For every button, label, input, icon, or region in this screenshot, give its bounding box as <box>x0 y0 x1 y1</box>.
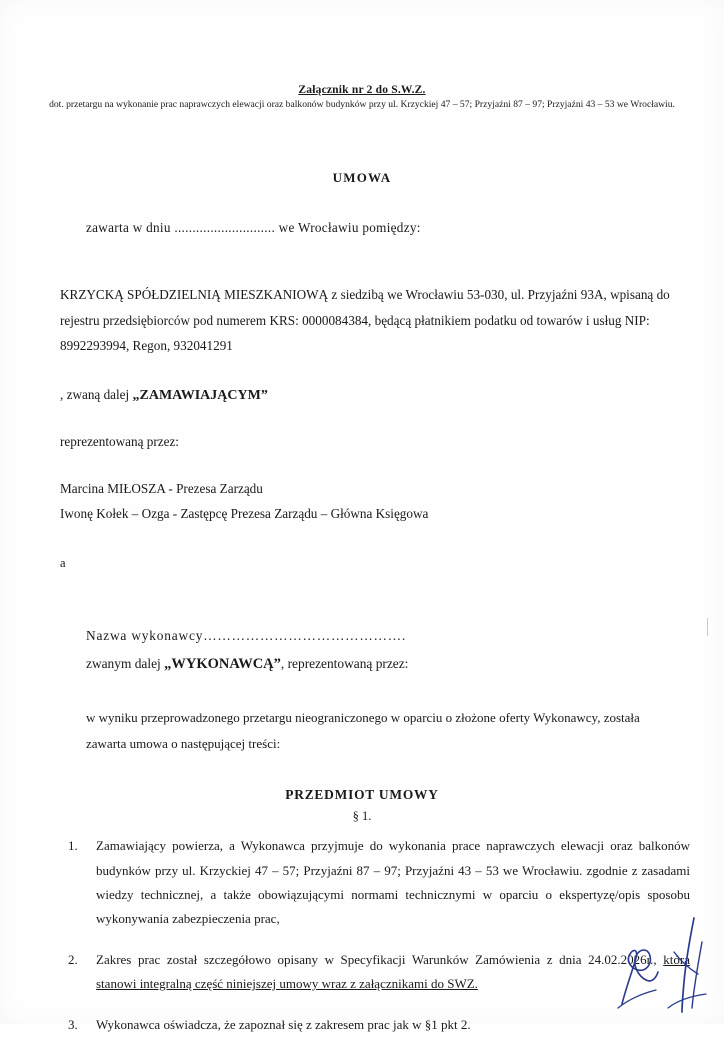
contractor-called-line <box>86 650 724 679</box>
contractor-called-bold: „WYKONAWCĄ” <box>164 656 281 673</box>
contractor-called-prefix: zwanym dalej <box>86 656 165 672</box>
contractor-called-suffix: , reprezentowaną przez: <box>280 656 409 672</box>
list-item-text: Zamawiający powierza, a Wykonawca przyjmuje do wykonania prace naprawczych elewacji oraz balkonów budynków przy ul. Krzyckiej 47 – 57; Przyjaźni 87 – 97; Przyjaźni 43 – 53 we Wrocławiu. zgodnie z zasadami wiedzy technicznej, a także obowiązującymi normami technicznymi w oparciu o ekspertyzę/opis sposobu wykonywania zabezpieczenia prac, <box>96 838 690 927</box>
contract-heading: UMOWA <box>332 169 392 185</box>
clause-list <box>62 834 690 1037</box>
person-row: Marcina MIŁOSZA - Prezesa Zarządu <box>60 481 263 497</box>
list-item-text: Wykonawca oświadcza, że zapoznał się z zakresem prac jak w §1 pkt 2. <box>96 1016 471 1032</box>
list-item-number: 3. <box>68 1016 78 1032</box>
list-item-number: 1. <box>68 838 78 854</box>
attachment-subtitle: dot. przetargu na wykonanie prac naprawczych elewacji oraz balkonów budynków przy ul. Krzyckiej 47 – 57; Przyjaźni 87 – 97; Przyjaźni 43 – 53 we Wrocławiu. <box>49 99 675 110</box>
result-paragraph: w wyniku przeprowadzonego przetargu nieograniczonego w oparciu o złożone oferty Wykonawcy, została zawarta umowa o następującej treści: <box>86 710 640 752</box>
list-item <box>62 948 690 997</box>
subject-heading: PRZEDMIOT UMOWY <box>285 787 439 803</box>
called-bold: „ZAMAWIAJĄCYM” <box>132 388 268 404</box>
list-item-text-underlined: która stanowi integralną część niniejszej umowy wraz z załącznikami do SWZ. <box>96 951 690 992</box>
called-zamawiajacy <box>60 387 724 404</box>
letter-a: a <box>60 556 66 571</box>
persons-list <box>60 476 724 526</box>
page-edge-mark <box>707 618 708 636</box>
paragraph-mark: § 1. <box>352 809 372 824</box>
list-item-text: Zakres prac został szczegółowo opisany w Specyfikacji Warunków Zamówienia z dnia 24.02.2026r., <box>96 951 664 967</box>
contractor-name-line: Nazwa wykonawcy……………………………………. <box>86 628 407 644</box>
represented-by: reprezentowaną przez: <box>60 434 179 450</box>
contractor-block <box>86 623 724 679</box>
list-item <box>62 1013 690 1037</box>
list-item-number: 2. <box>68 951 78 967</box>
person-row: Iwonę Kołek – Ozga - Zastępcę Prezesa Zarządu – Główna Księgowa <box>60 506 429 522</box>
concluded-line: zawarta w dniu ............................ we Wrocławiu pomiędzy: <box>86 219 421 235</box>
called-prefix: , zwaną dalej <box>60 387 133 403</box>
list-item <box>62 834 690 932</box>
party-paragraph: KRZYCKĄ SPÓŁDZIELNIĄ MIESZKANIOWĄ z siedzibą we Wrocławiu 53-030, ul. Przyjaźni 93A, wpisaną do rejestru przedsiębiorców pod numerem KRS: 0000084384, będącą płatnikiem podatku od towarów i usług NIP: 8992293994, Regon, 932041291 <box>60 286 670 354</box>
attachment-title: Załącznik nr 2 do S.W.Z. <box>298 84 426 96</box>
